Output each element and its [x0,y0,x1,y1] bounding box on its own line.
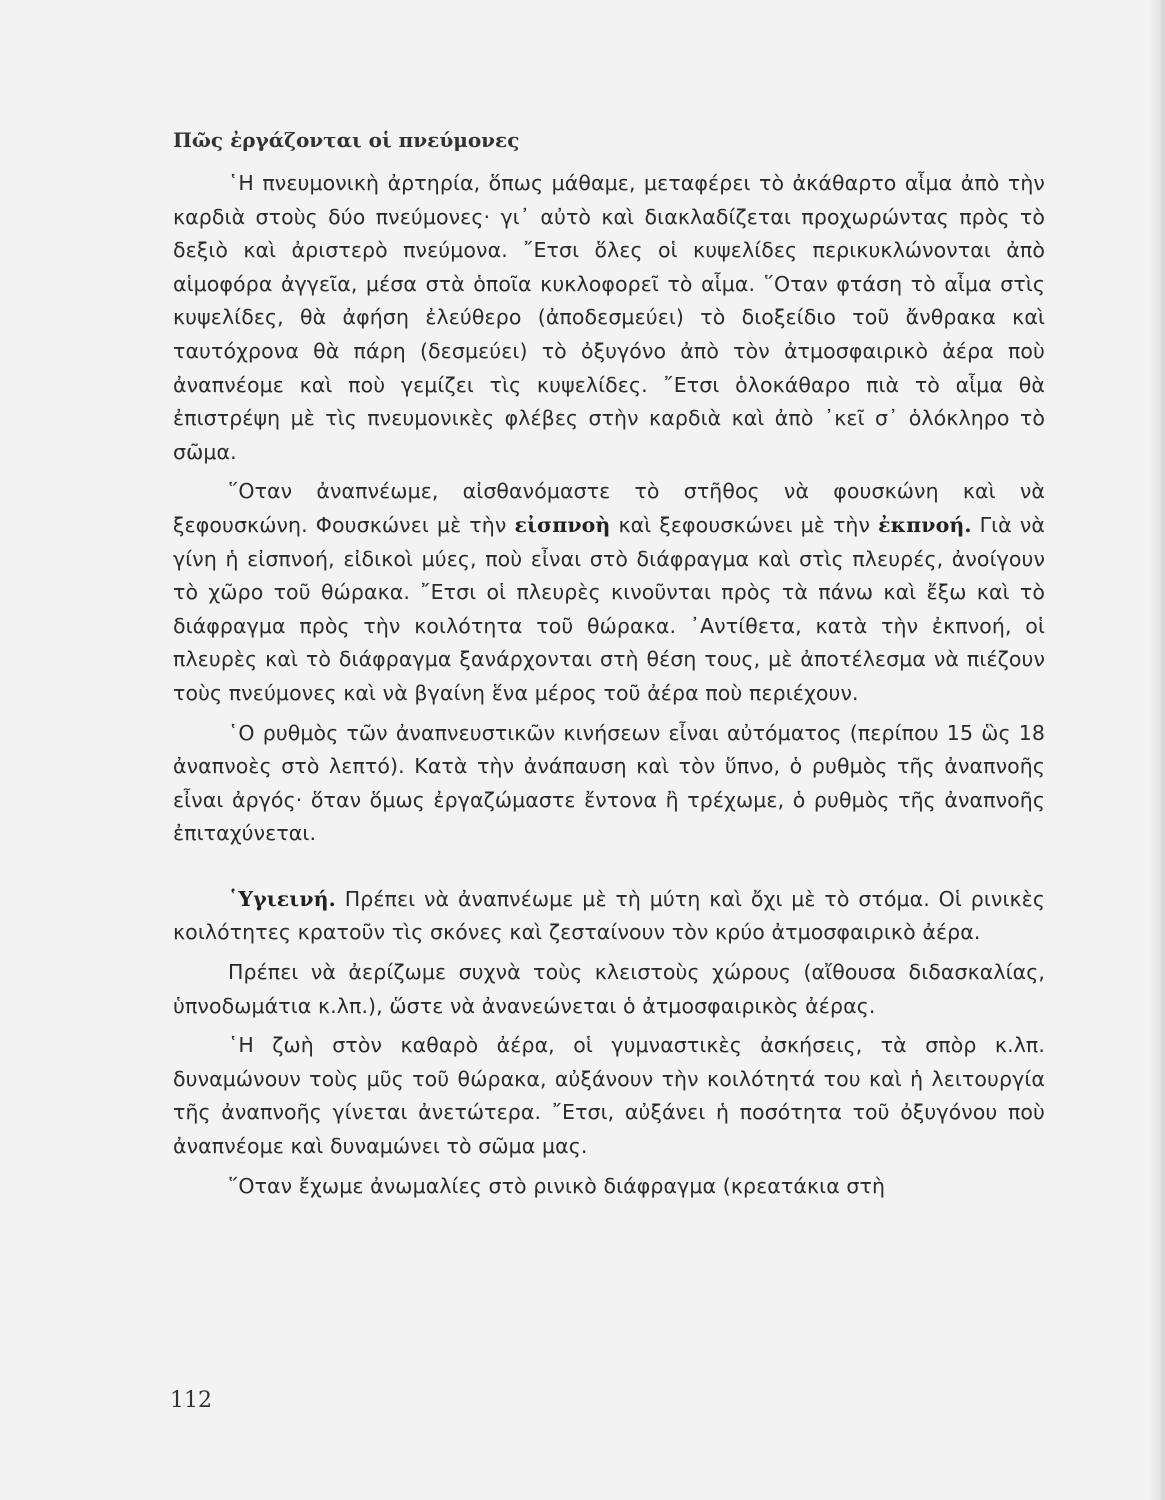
paragraph-text: Πρέπει νὰ ἀναπνέωμε μὲ τὴ μύτη καὶ ὄχι μὲ τὸ στόμα. Οἱ ρινικὲς κοιλότητες κρατοῦν τὶς σκόνες καὶ ζεσταίνουν τὸν κρύο ἀτμοσφαιρικὸ ἀέρα. [173,886,1045,945]
paragraph-text: Γιὰ νὰ γίνη ἡ εἰσπνοή, εἰδικοὶ μύες, ποὺ εἶναι στὸ διάφραγμα καὶ στὶς πλευρές, ἀνοίγουν τὸ χῶρο τοῦ θώρακα. ῎Ετσι οἱ πλευρὲς κινοῦνται πρὸς τὰ πάνω καὶ ἔξω καὶ τὸ διάφραγμα πρὸς τὴν κοιλότητα τοῦ θώρακα. ᾽Αντίθετα, κατὰ τὴν ἐκπνοή, οἱ πλευρὲς καὶ τὸ διάφραγμα ξανάρχονται στὴ θέση τους, μὲ ἀποτέλεσμα νὰ πιέζουν τοὺς πνεύμονες καὶ νὰ βγαίνη ἕνα μέρος τοῦ ἀέρα ποὺ περιέχουν. [173,512,1045,705]
paragraph-text: ῞Οταν ἀναπνέωμε, αἰσθανόμαστε τὸ στῆθος νὰ φουσκώνη καὶ νὰ ξεφουσκώνη. Φουσκώνει μὲ τὴν [173,479,1045,537]
page-number: 112 [170,1388,212,1413]
paragraph-breathing-mechanics [173,475,1045,710]
paragraph-ventilation: Πρέπει νὰ ἀερίζωμε συχνὰ τοὺς κλειστοὺς χώρους (αἴθουσα διδασκαλίας, ὑπνοδωμάτια κ.λπ.), ὥστε νὰ ἀνανεώνεται ὁ ἀτμοσφαιρικὸς ἀέρας. [173,960,1045,1018]
term-exhalation: ἐκπνοή. [878,512,972,537]
term-hygiene: ῾Υγιεινή. [228,886,336,911]
paragraph-fresh-air: ῾Η ζωὴ στὸν καθαρὸ ἀέρα, οἱ γυμναστικὲς ἀσκήσεις, τὰ σπὸρ κ.λπ. δυναμώνουν τοὺς μῦς τοῦ θώρακα, αὐξάνουν τὴν κοιλότητά του καὶ ἡ λειτουργία τῆς ἀναπνοῆς γίνεται ἀνετώτερα. ῎Ετσι, αὐξάνει ἡ ποσότητα τοῦ ὀξυγόνου ποὺ ἀναπνέομε καὶ δυναμώνει τὸ σῶμα μας. [173,1033,1045,1159]
paragraph-breathing-rhythm: ῾Ο ρυθμὸς τῶν ἀναπνευστικῶν κινήσεων εἶναι αὐτόματος (περίπου 15 ὣς 18 ἀναπνοὲς στὸ λεπτό). Κατὰ τὴν ἀνάπαυση καὶ τὸν ὕπνο, ὁ ρυθμὸς τῆς ἀναπνοῆς εἶναι ἀργός· ὅταν ὅμως ἐργαζώμαστε ἔντονα ἢ τρέχωμε, ὁ ρυθμὸς τῆς ἀναπνοῆς ἐπιταχύνεται. [173,720,1045,846]
page-content [173,125,1045,1203]
paragraph-hygiene [173,883,1045,950]
paragraph-nasal-septum: ῞Οταν ἔχωμε ἀνωμαλίες στὸ ρινικὸ διάφραγμα (κρεατάκια στὴ [228,1173,886,1198]
paragraph-text: καὶ ξεφουσκώνει μὲ τὴν [610,512,879,537]
paragraph-pulmonary-artery: ῾Η πνευμονικὴ ἀρτηρία, ὅπως μάθαμε, μεταφέρει τὸ ἀκάθαρτο αἷμα ἀπὸ τὴν καρδιὰ στοὺς δύο πνεύμονες· γι᾽ αὐτὸ καὶ διακλαδίζεται προχωρώντας πρὸς τὸ δεξιὸ καὶ ἀριστερὸ πνεύμονα. ῎Ετσι ὅλες οἱ κυψελίδες περικυκλώνονται ἀπὸ αἱμοφόρα ἀγγεῖα, μέσα στὰ ὁποῖα κυκλοφορεῖ τὸ αἷμα. ῞Οταν φτάση τὸ αἷμα στὶς κυψελίδες, θὰ ἀφήση ἐλεύθερο (ἀποδεσμεύει) τὸ διοξείδιο τοῦ ἄνθρακα καὶ ταυτόχρονα θὰ πάρη (δεσμεύει) τὸ ὀξυγόνο ἀπὸ τὸν ἀτμοσφαιρικὸ ἀέρα ποὺ ἀναπνέομε καὶ ποὺ γεμίζει τὶς κυψελίδες. ῎Ετσι ὁλοκάθαρο πιὰ τὸ αἷμα θὰ ἐπιστρέψη μὲ τὶς πνευμονικὲς φλέβες στὴν καρδιὰ καὶ ἀπὸ ᾽κεῖ σ᾽ ὁλόκληρο τὸ σῶμα. [173,171,1045,464]
section-title: Πῶς ἐργάζονται οἱ πνεύμονες [173,128,520,152]
term-inhalation: εἰσπνοὴ [514,512,611,537]
